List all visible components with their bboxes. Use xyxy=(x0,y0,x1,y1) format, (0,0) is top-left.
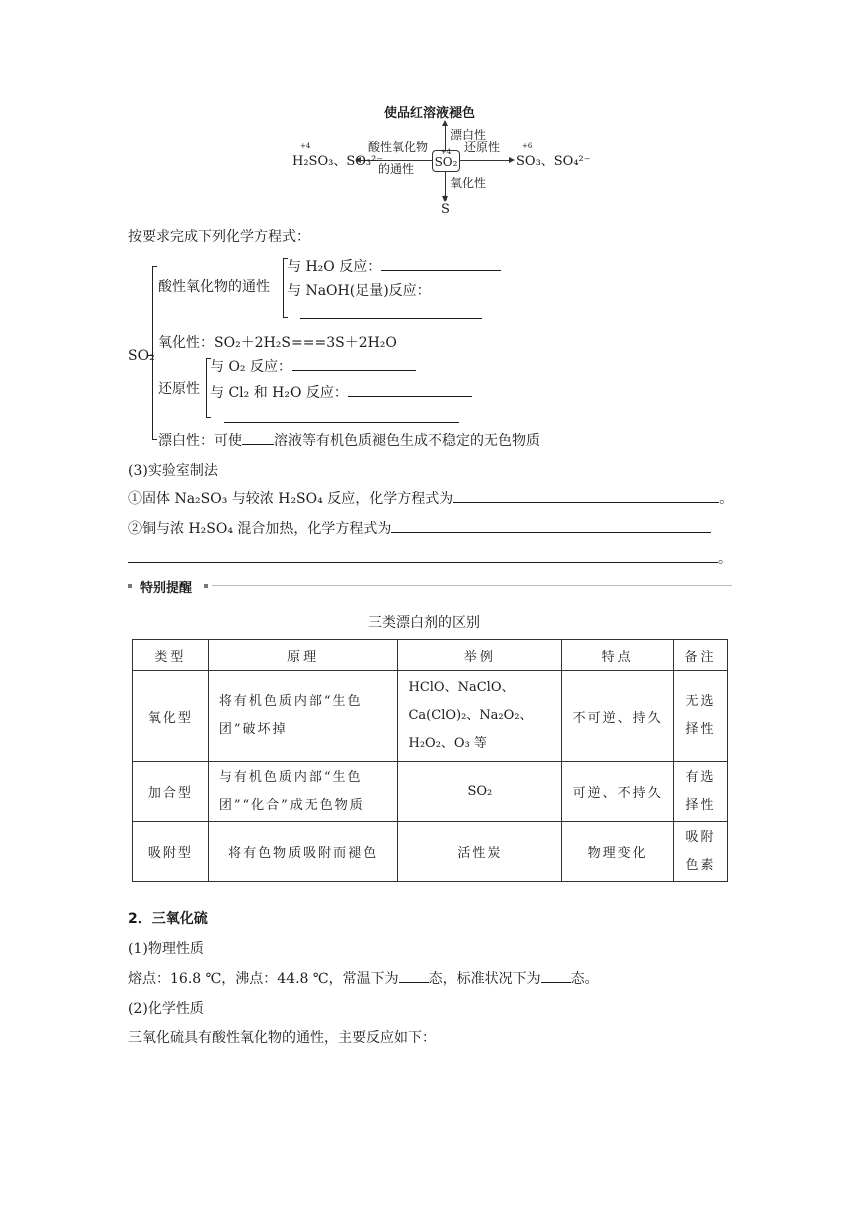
acid-item-2: 与 NaOH(足量)反应： xyxy=(287,283,431,299)
phys-a: 熔点：16.8 ℃，沸点：44.8 ℃，常温下为 xyxy=(128,971,399,987)
table-row xyxy=(133,762,728,822)
cell-remark xyxy=(674,822,728,882)
remark-line: 有选 xyxy=(685,769,716,785)
diagram-down-label: 氧化性 xyxy=(450,176,487,190)
right-species-text: SO₃、SO₄²⁻ xyxy=(516,154,591,169)
blank-cl2-line2 xyxy=(224,422,459,423)
lab-item-2-cont xyxy=(128,548,732,568)
phys-b: 态，标准状况下为 xyxy=(428,971,541,987)
lab-item-1-end: 。 xyxy=(719,491,734,507)
cell-principle xyxy=(208,762,398,822)
big-brace-top xyxy=(152,266,157,267)
remark-line: 无选 xyxy=(685,694,716,709)
diagram-up-label: 漂白性 xyxy=(450,128,487,142)
phys-c: 态。 xyxy=(570,971,599,987)
lab-item-2-end: 。 xyxy=(718,551,732,567)
diagram-right-label: 还原性 xyxy=(464,140,501,154)
cell-example: SO₂ xyxy=(398,762,562,822)
chem-text: 三氧化硫具有酸性氧化物的通性，主要反应如下： xyxy=(128,1030,436,1046)
header-example: 举例 xyxy=(398,640,562,671)
acid-label: 酸性氧化物的通性 xyxy=(158,279,270,295)
cell-remark xyxy=(674,671,728,762)
header-remark: 备注 xyxy=(674,640,728,671)
tip-square-left xyxy=(128,584,132,588)
remark-line: 色素 xyxy=(685,857,716,873)
up-arrowhead xyxy=(442,120,448,126)
right-ox: +6 xyxy=(522,142,533,150)
center-ox: +4 xyxy=(440,148,452,156)
blank-naoh xyxy=(300,318,482,319)
table-header-row xyxy=(133,640,728,671)
diagram-center-so2 xyxy=(432,150,460,172)
principle-line: 将有机色质内部“生色 xyxy=(218,694,363,709)
bleach-prefix: 漂白性：可使 xyxy=(158,433,242,449)
acid-item-1-text: 与 H₂O 反应： xyxy=(287,259,382,275)
reduc-item-1 xyxy=(210,356,416,376)
cell-example: 活性炭 xyxy=(398,822,562,882)
tip-bar xyxy=(128,576,732,596)
example-line: HClO、NaClO、 xyxy=(408,680,515,695)
reduc-brace-bottom xyxy=(206,417,211,418)
cell-feature: 可逆、不持久 xyxy=(562,762,674,822)
bottom-ox: 0 xyxy=(443,195,448,203)
reduc-brace xyxy=(206,358,207,418)
remark-line: 择性 xyxy=(685,722,716,737)
tip-title: 特别提醒 xyxy=(140,581,193,596)
chem-heading: (2)化学性质 xyxy=(128,1001,204,1017)
header-type: 类型 xyxy=(133,640,209,671)
table-row xyxy=(133,671,728,762)
diagram-top-label: 使品红溶液褪色 xyxy=(384,106,476,121)
intro-text: 按要求完成下列化学方程式： xyxy=(128,229,310,245)
oxidation-line: 氧化性：SO₂＋2H₂S===3S＋2H₂O xyxy=(158,335,397,351)
cell-remark xyxy=(674,762,728,822)
table-caption: 三类漂白剂的区别 xyxy=(368,615,480,631)
bleach-line xyxy=(158,430,540,450)
acid-brace xyxy=(283,258,284,318)
diagram-bottom-species xyxy=(441,195,450,217)
cell-type: 吸附型 xyxy=(133,822,209,882)
center-label: SO₂ xyxy=(434,155,458,169)
reduc-label: 还原性 xyxy=(158,381,200,397)
phys-line xyxy=(128,968,599,988)
left-species-text: H₂SO₃、SO₃²⁻ xyxy=(292,154,384,169)
blank-lab-2b xyxy=(128,561,718,563)
reduc-item-2 xyxy=(210,382,472,402)
example-line: Ca(ClO)₂、Na₂O₂、 xyxy=(408,708,533,723)
big-brace xyxy=(152,266,153,440)
bleach-table xyxy=(132,639,728,882)
left-ox: +4 xyxy=(300,142,311,150)
acid-item-1 xyxy=(287,256,501,276)
principle-line: 与有机色质内部“生色 xyxy=(218,769,363,785)
so2-relation-diagram xyxy=(280,98,591,218)
blank-lab-1 xyxy=(453,501,719,503)
header-feature: 特点 xyxy=(562,640,674,671)
cell-type: 加合型 xyxy=(133,762,209,822)
diagram-left-label-1: 酸性氧化物 xyxy=(368,140,429,154)
cell-feature: 物理变化 xyxy=(562,822,674,882)
cell-type: 氧化型 xyxy=(133,671,209,762)
right-arrow xyxy=(460,160,510,161)
tip-divider xyxy=(212,585,732,586)
diagram-left-label-2: 的通性 xyxy=(378,162,415,176)
blank-cl2 xyxy=(348,395,472,397)
bleach-suffix: 溶液等有机色质褪色生成不稳定的无色物质 xyxy=(274,433,540,449)
phys-heading: (1)物理性质 xyxy=(128,941,204,957)
table-row xyxy=(133,822,728,882)
bottom-species-text: S xyxy=(441,202,450,217)
blank-state-1 xyxy=(399,981,429,983)
lab-item-2-text: ②铜与浓 H₂SO₄ 混合加热，化学方程式为 xyxy=(128,521,392,537)
blank-state-2 xyxy=(541,981,571,983)
lab-heading: (3)实验室制法 xyxy=(128,463,218,479)
reduc-item-1-text: 与 O₂ 反应： xyxy=(210,359,292,375)
so3-heading: 2．三氧化硫 xyxy=(128,911,208,927)
lab-item-1 xyxy=(128,488,733,508)
lab-item-2 xyxy=(128,518,711,538)
remark-line: 吸附 xyxy=(685,829,716,845)
so2-label: SO₂ xyxy=(128,348,155,364)
right-arrowhead xyxy=(509,157,515,163)
blank-o2 xyxy=(292,369,416,371)
lab-item-1-text: ①固体 Na₂SO₃ 与较浓 H₂SO₄ 反应，化学方程式为 xyxy=(128,491,454,507)
principle-line: 团”“化合”成无色物质 xyxy=(218,797,365,813)
blank-lab-2 xyxy=(391,531,711,533)
reduc-item-2-text: 与 Cl₂ 和 H₂O 反应： xyxy=(210,385,348,401)
cell-example xyxy=(398,671,562,762)
blank-bleach xyxy=(242,443,274,445)
diagram-left-species xyxy=(292,142,384,169)
acid-brace-bottom xyxy=(283,317,288,318)
big-brace-bottom xyxy=(152,439,157,440)
principle-line: 团”破坏掉 xyxy=(218,722,288,737)
big-brace-mid xyxy=(147,355,152,356)
diagram-right-species xyxy=(516,142,591,169)
header-principle: 原理 xyxy=(208,640,398,671)
tip-square-right xyxy=(204,584,208,588)
remark-line: 择性 xyxy=(685,797,716,813)
blank-h2o xyxy=(381,269,501,271)
example-line: H₂O₂、O₃ 等 xyxy=(408,736,487,751)
cell-feature: 不可逆、持久 xyxy=(562,671,674,762)
cell-principle: 将有色物质吸附而褪色 xyxy=(208,822,398,882)
cell-principle xyxy=(208,671,398,762)
